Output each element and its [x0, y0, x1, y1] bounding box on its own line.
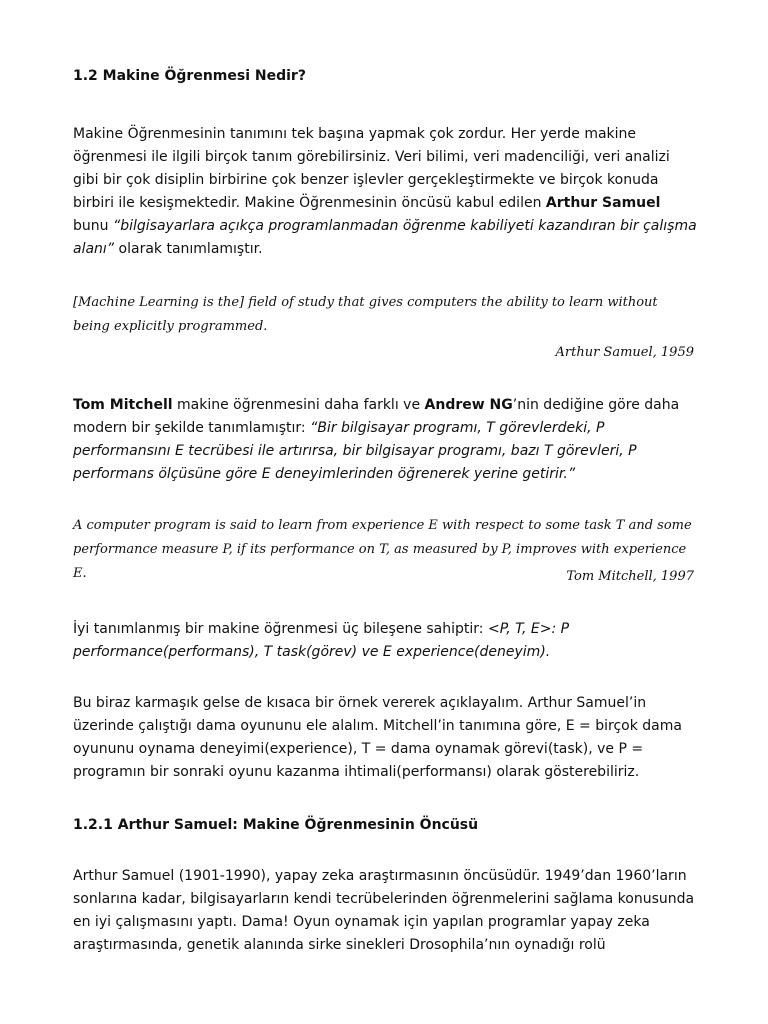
intro-text-1: Makine Öğrenmesinin tanımını tek başına yapmak çok zordur. Her yerde makine öğrenmesi ile ilgili birçok tanım görebilirsiniz. Veri bilimi, veri madenciliği, veri analizi gibi bir çok disiplin birbirine çok benzer işlevler gerçekleştirmekte ve birçok konuda birbiri ile kesişmektedir. Makine Öğrenmesinin öncüsü kabul edilen: [73, 126, 670, 211]
components-text: İyi tanımlanmış bir makine öğrenmesi üç bileşene sahiptir:: [73, 621, 488, 637]
intro-text-2: bunu: [73, 218, 113, 234]
quote-samuel: [Machine Learning is the] field of study that gives computers the ability to learn without being explicitly programmed.: [73, 295, 658, 334]
subsection-heading: 1.2.1 Arthur Samuel: Makine Öğrenmesinin Öncüsü: [73, 817, 479, 833]
intro-paragraph: [73, 123, 698, 261]
example-paragraph: Bu biraz karmaşık gelse de kısaca bir örnek vererek açıklayalım. Arthur Samuel’in üzerinde çalıştığı dama oyununu ele alalım. Mitchell’in tanımına göre, E = birçok dama oyununu oynama deneyimi(experience), T = dama oynamak görevi(task), ve P = programın bir sonraki oyunu kazanma ihtimali(performansı) olarak gösterebiliriz.: [73, 695, 682, 780]
intro-quote: “bilgisayarlara açıkça programlanmadan öğrenme kabiliyeti kazandıran bir çalışma alanı”: [73, 218, 697, 257]
mitchell-quote: “Bir bilgisayar programı, T görevlerdeki, P performansını E tecrübesi ile artırırsa, bir bilgisayar programı, bazı T görevleri, P performans ölçüsüne göre E deneyimlerinden öğrenerek yerine getirir.”: [73, 420, 637, 482]
intro-name-arthur-samuel: Arthur Samuel: [545, 195, 661, 211]
mitchell-text-1: makine öğrenmesini daha farklı ve: [172, 397, 425, 413]
quote-mitchell: A computer program is said to learn from experience E with respect to some task T and some performance measure P, if its performance on T, as measured by P, improves with experience E.: [73, 518, 692, 581]
components-paragraph: [73, 618, 698, 664]
mitchell-name-andrew-ng: Andrew NG: [424, 397, 513, 413]
mitchell-name-tom-mitchell: Tom Mitchell: [73, 397, 173, 413]
section-heading: 1.2 Makine Öğrenmesi Nedir?: [73, 68, 306, 84]
quote-samuel-attribution: Arthur Samuel, 1959: [555, 345, 694, 360]
intro-text-3: olarak tanımlamıştır.: [114, 241, 263, 257]
bio-paragraph: Arthur Samuel (1901-1990), yapay zeka araştırmasının öncüsüdür. 1949’dan 1960’ların sonlarına kadar, bilgisayarların kendi tecrübelerinden öğrenmelerini sağlama konusunda en iyi çalışmasını yaptı. Dama! Oyun oynamak için yapılan programlar yapay zeka araştırmasında, genetik alanında sirke sinekleri Drosophila’nın oynadığı rolü: [73, 868, 695, 953]
mitchell-paragraph: [73, 394, 698, 486]
quote-mitchell-attribution: Tom Mitchell, 1997: [566, 569, 694, 584]
mitchell-text-2: ’nin dediğine göre daha modern bir şekilde tanımlamıştır:: [73, 397, 680, 436]
components-italic: <P, T, E>: P performance(performans), T task(görev) ve E experience(deneyim).: [73, 621, 570, 660]
